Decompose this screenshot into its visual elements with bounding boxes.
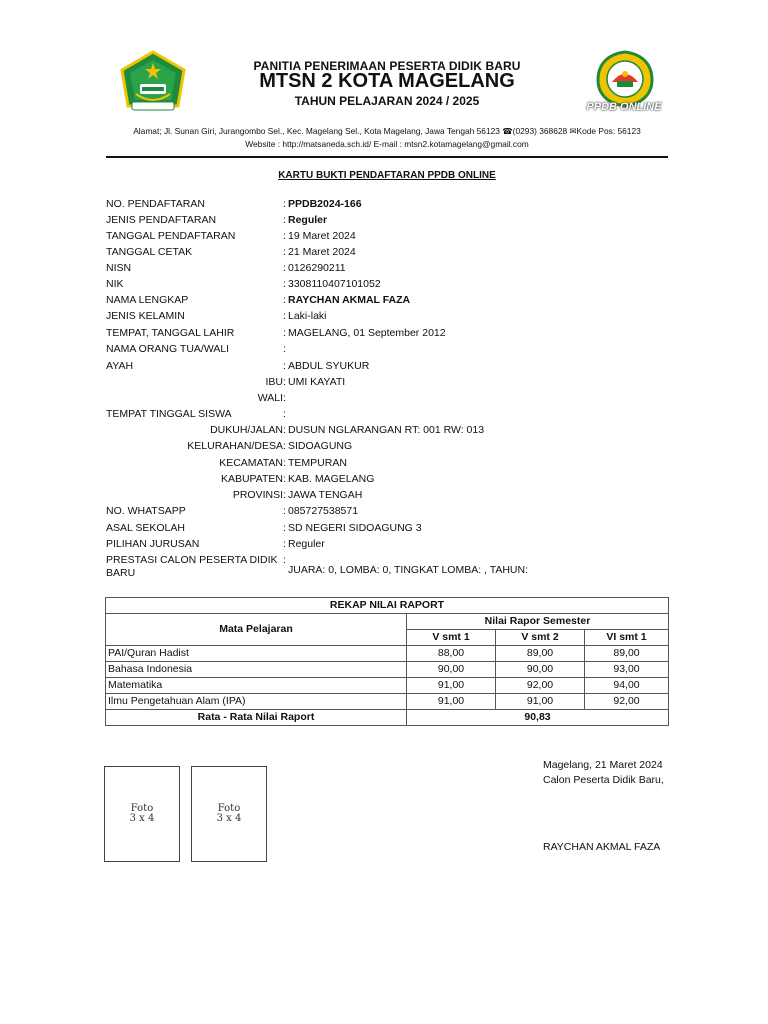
photo-box [104, 766, 180, 862]
field-achievement: PRESTASI CALON PESERTA DIDIK BARU : JUARA: 0, LOMBA: 0, TINGKAT LOMBA: , TAHUN: [106, 554, 529, 579]
grade-cell: 90,00 [496, 662, 585, 678]
field-village: KELURAHAN/DESA : SIDOAGUNG [187, 440, 353, 452]
subject-cell: Bahasa Indonesia [106, 662, 407, 678]
field-street: DUKUH/JALAN : DUSUN NGLARANGAN RT: 001 RW: 013 [210, 424, 485, 436]
table-average-row [106, 710, 669, 726]
field-parent: NAMA ORANG TUA/WALI : [106, 343, 286, 355]
photo-size: 3 x 4 [129, 813, 155, 824]
grade-cell: 94,00 [585, 678, 669, 694]
subject-cell: Matematika [106, 678, 407, 694]
header-school-name: MTSN 2 KOTA MAGELANG [259, 70, 515, 92]
field-residence: TEMPAT TINGGAL SISWA : [106, 408, 286, 420]
table-row [106, 646, 669, 662]
field-nik: NIK : 3308110407101052 [106, 278, 381, 290]
table-title: REKAP NILAI RAPORT [106, 598, 669, 614]
field-registration-date: TANGGAL PENDAFTARAN : 19 Maret 2024 [106, 230, 356, 242]
table-row [106, 678, 669, 694]
field-regency: KABUPATEN : KAB. MAGELANG [220, 473, 375, 485]
table-title-row [106, 598, 669, 614]
photo-label: Foto [130, 803, 154, 814]
field-guardian: WALI : [257, 392, 286, 404]
col-subject: Mata Pelajaran [106, 614, 407, 646]
header-contact [0, 125, 768, 151]
table-row [106, 662, 669, 678]
grade-cell: 93,00 [585, 662, 669, 678]
field-registration-no: NO. PENDAFTARAN : PPDB2024-166 [106, 198, 362, 210]
grade-recap-table [105, 597, 669, 726]
header-divider [106, 156, 668, 158]
grade-cell: 89,00 [496, 646, 585, 662]
col-semester-group: Nilai Rapor Semester [407, 614, 669, 630]
table-header-row [106, 614, 669, 630]
field-mother: IBU : UMI KAYATI [265, 376, 346, 388]
field-print-date: TANGGAL CETAK : 21 Maret 2024 [106, 246, 356, 258]
grade-cell: 90,00 [407, 662, 496, 678]
field-birth: TEMPAT, TANGGAL LAHIR : MAGELANG, 01 September 2012 [106, 327, 446, 339]
subject-cell: Ilmu Pengetahuan Alam (IPA) [106, 694, 407, 710]
field-district: KECAMATAN : TEMPURAN [219, 457, 347, 469]
website-line: Website : http://matsaneda.sch.id/ E-mail : mtsn2.kotamagelang@gmail.com [245, 139, 529, 149]
signature-role: Calon Peserta Didik Baru, [543, 774, 664, 786]
field-nisn: NISN : 0126290211 [106, 262, 346, 274]
grade-cell: 92,00 [585, 694, 669, 710]
subject-cell: PAI/Quran Hadist [106, 646, 407, 662]
col-sem-2: V smt 2 [496, 630, 585, 646]
table-row [106, 694, 669, 710]
col-sem-3: VI smt 1 [585, 630, 669, 646]
header-committee: PANITIA PENERIMAAN PESERTA DIDIK BARU [253, 59, 521, 73]
photo-box [191, 766, 267, 862]
field-origin-school: ASAL SEKOLAH : SD NEGERI SIDOAGUNG 3 [106, 522, 422, 534]
photo-size: 3 x 4 [216, 813, 242, 824]
address-line: Alamat; Jl. Sunan Giri, Jurangombo Sel., Kec. Magelang Sel., Kota Magelang, Jawa Tengah 56123 ☎(0293) 368628 ✉Kode Pos: 56123 [133, 126, 641, 136]
grade-cell: 89,00 [585, 646, 669, 662]
field-father: AYAH : ABDUL SYUKUR [106, 360, 370, 372]
average-label: Rata - Rata Nilai Raport [106, 710, 407, 726]
signature-place-date: Magelang, 21 Maret 2024 [543, 759, 663, 771]
field-gender: JENIS KELAMIN : Laki-laki [106, 310, 327, 322]
grade-cell: 88,00 [407, 646, 496, 662]
grade-cell: 91,00 [496, 694, 585, 710]
grade-cell: 92,00 [496, 678, 585, 694]
ppdb-online-logo-text: PPDB ONLINE [586, 101, 662, 113]
field-province: PROVINSI : JAWA TENGAH [232, 489, 363, 501]
field-full-name: NAMA LENGKAP : RAYCHAN AKMAL FAZA [106, 294, 411, 306]
header-academic-year: TAHUN PELAJARAN 2024 / 2025 [294, 94, 480, 108]
signature-name: RAYCHAN AKMAL FAZA [543, 841, 661, 853]
grade-cell: 91,00 [407, 694, 496, 710]
grade-cell: 91,00 [407, 678, 496, 694]
card-title: KARTU BUKTI PENDAFTARAN PPDB ONLINE [278, 170, 496, 181]
photo-label: Foto [217, 803, 241, 814]
col-sem-1: V smt 1 [407, 630, 496, 646]
field-major: PILIHAN JURUSAN : Reguler [106, 538, 325, 550]
average-value: 90,83 [407, 710, 669, 726]
field-registration-type: JENIS PENDAFTARAN : Reguler [106, 214, 328, 226]
field-whatsapp: NO. WHATSAPP : 085727538571 [106, 505, 359, 517]
